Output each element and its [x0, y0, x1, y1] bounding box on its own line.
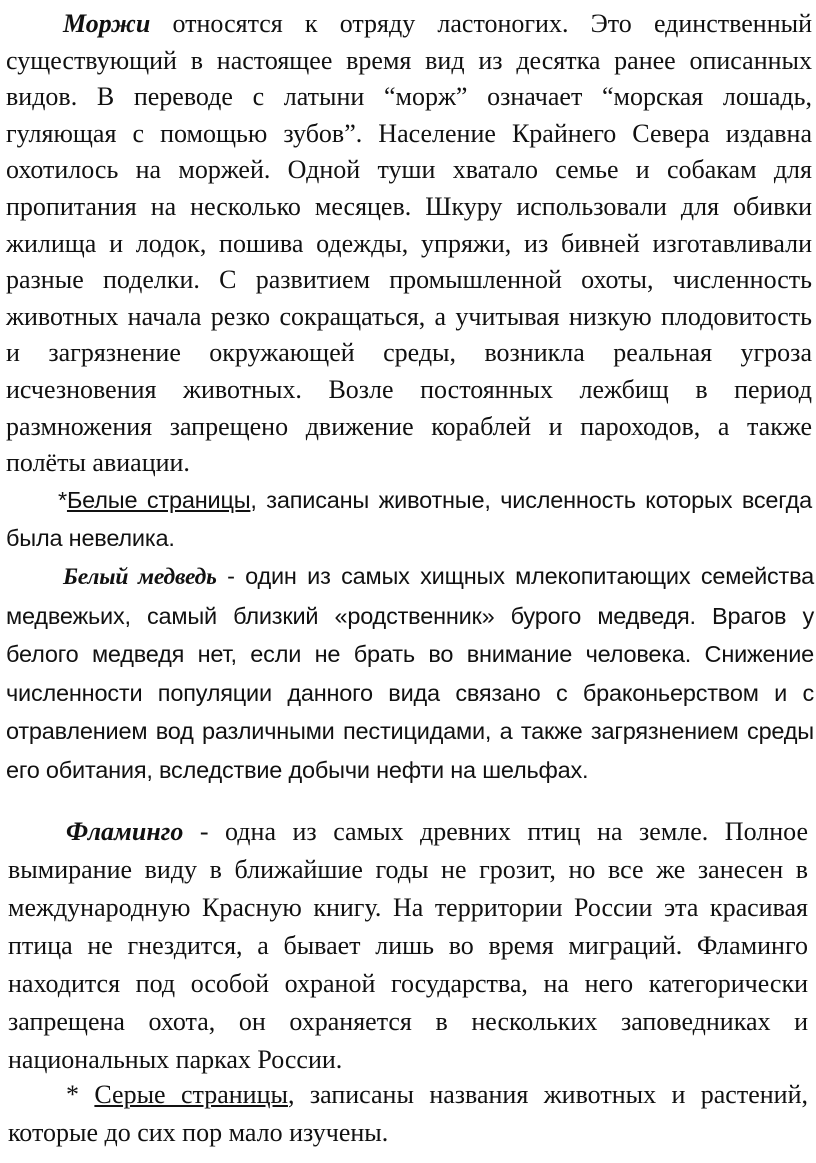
- white-pages-text: , записаны животные, численность которых всегда была невелика.: [6, 487, 812, 551]
- white-pages-label: Белые страницы: [66, 487, 251, 513]
- walrus-paragraph: [6, 6, 812, 482]
- grey-pages-asterisk: *: [66, 1080, 95, 1109]
- grey-pages-label: Серые страницы: [94, 1080, 288, 1109]
- polar-bear-term: Белый медведь: [63, 564, 217, 590]
- flamingo-text: - одна из самых древних птиц на земле. Полное вымирание виду в ближайшие годы не грозит, но все же занесен в международную Красную книгу. На территории России эта красивая птица не гнездится, а бывает лишь во время миграций. Фламинго находится под особой охраной государства, на него категорически запрещена охота, он охраняется в нескольких заповедниках и национальных парках России.: [8, 817, 808, 1074]
- walrus-text: относятся к отряду ластоногих. Это единственный существующий в настоящее время вид из десятка ранее описанных видов. В переводе с латыни “морж” означает “морская лошадь, гуляющая с помощью зубов”. Население Крайнего Севера издавна охотилось на моржей. Одной туши хватало семье и собакам для пропитания на несколько месяцев. Шкуру использовали для обивки жилища и лодок, пошива одежды, упряжи, из бивней изготавливали разные поделки. С развитием промышленной охоты, численность животных начала резко сокращаться, а учитывая низкую плодовитость и загрязнение окружающей среды, возникла реальная угроза исчезновения животных. Возле постоянных лежбищ в период размножения запрещено движение кораблей и пароходов, а также полёты авиации.: [6, 9, 812, 478]
- polar-bear-paragraph: [6, 557, 814, 790]
- walrus-term: Моржи: [63, 9, 151, 38]
- grey-pages-text: , записаны названия животных и растений, которые до сих пор мало изучены.: [8, 1080, 808, 1147]
- flamingo-term: Фламинго: [66, 817, 184, 846]
- white-pages-asterisk: *: [58, 487, 67, 513]
- polar-bear-text: - один из самых хищных млекопитающих семейства медвежьих, самый близкий «родственник» бурого медведя. Врагов у белого медведя нет, если не брать во внимание человека. Снижение численности популяции данного вида связано с браконьерством и с отравлением вод различными пестицидами, а также загрязнением среды его обитания, вследствие добычи нефти на шельфах.: [6, 563, 815, 783]
- grey-pages-note: [8, 1076, 808, 1152]
- white-pages-note: [6, 481, 812, 557]
- flamingo-paragraph: [8, 813, 808, 1079]
